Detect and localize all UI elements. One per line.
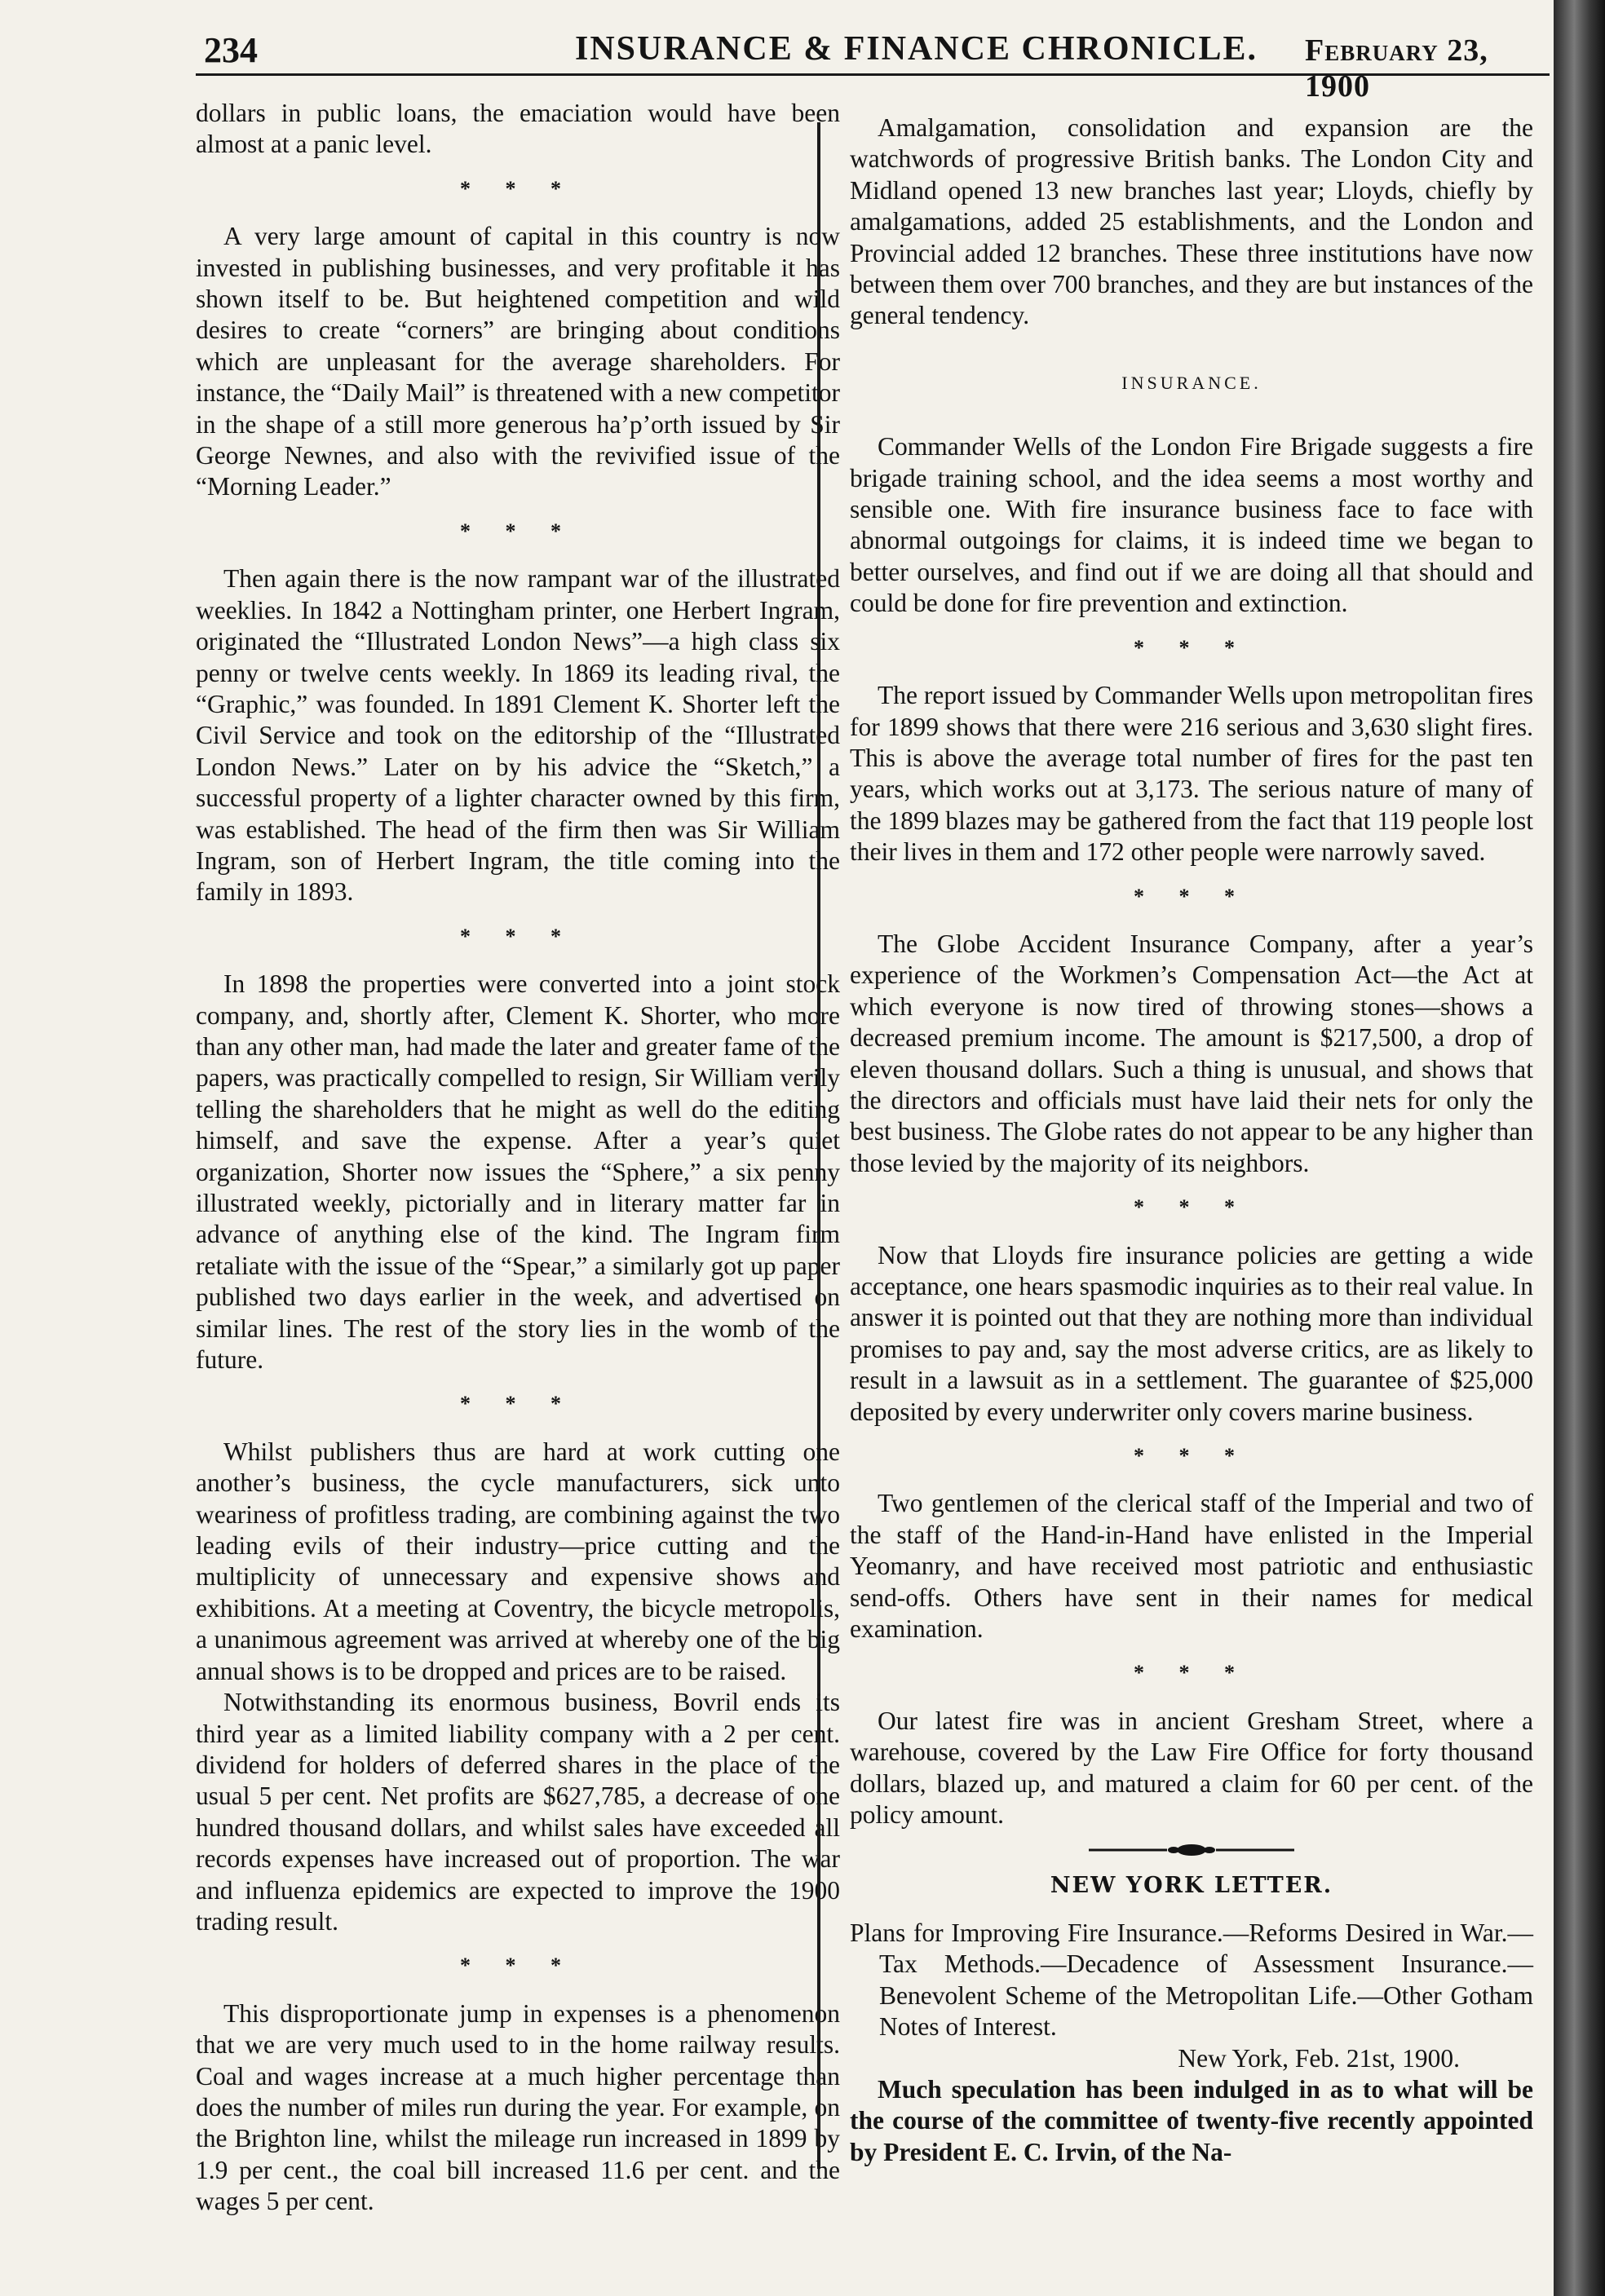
- journal-title: INSURANCE & FINANCE CHRONICLE.: [575, 30, 1258, 68]
- book-edge: [1554, 0, 1605, 2296]
- article-paragraph: The Globe Accident Insurance Company, after a year’s experience of the Workmen’s Compensation Act—the Act at which everyone is now tired of throwing stones—shows a decreased premium income. The amount is $217,500, a drop of eleven thousand dollars. Such a thing is unusual, and shows that the directors and officials must have laid their nets for only the best business. The Globe rates do not appear to be any higher than those levied by the majority of its neighbors.: [850, 929, 1533, 1177]
- insurance-heading: INSURANCE.: [1121, 372, 1262, 393]
- article-paragraph: Notwithstanding its enormous business, Bovril ends its third year as a limited liability company with a 2 per cent. dividend for holders of deferred shares in the place of the usual 5 per cent. Net profits are $627,785, a decrease of one hundred thousand dollars, and whilst sales have exceeded all records expenses have increased out of proportion. The war and influenza epidemics are expected to improve the 1900 trading result.: [196, 1688, 840, 1936]
- page-header: [0, 29, 1554, 104]
- section-separator: * * *: [460, 176, 576, 201]
- section-separator: * * *: [460, 519, 576, 543]
- article-paragraph: Our latest fire was in ancient Gresham Street, where a warehouse, covered by the Law Fire Office for forty thousand dollars, blazed up, and matured a claim for 60 per cent. of the policy amount.: [850, 1706, 1533, 1830]
- section-separator: * * *: [1134, 1444, 1249, 1468]
- section-separator: * * *: [460, 1392, 576, 1416]
- issue-date: February 23, 1900: [1305, 33, 1488, 104]
- article-paragraph: A very large amount of capital in this country is now invested in publishing businesses, and very profitable it has shown itself to be. But heightened competition and wild desires to create “corners” are bringing about conditions which are unpleasant for the average shareholders. For instance, the “Daily Mail” is threatened with a new competitor in the shape of a still more generous ha’p’orth issued by Sir George Newnes, and also with the revivified issue of the “Morning Leader.”: [196, 222, 840, 501]
- article-paragraph: dollars in public loans, the emaciation would have been almost at a panic level.: [196, 99, 840, 159]
- letter-subheads: Plans for Improving Fire Insurance.—Reforms Desired in War.—Tax Methods.—Decadence of Assessment Insurance.—Benevolent Scheme of the Metropolitan Life.—Other Gotham Notes of Interest.: [850, 1918, 1533, 2042]
- section-separator: * * *: [1134, 884, 1249, 908]
- letter-opening: Much speculation has been indulged in as to what will be the course of the committee of twenty-five recently appointed by President E. C. Irvin, of the Na-: [850, 2074, 1533, 2166]
- new-york-letter-heading: NEW YORK LETTER.: [1050, 1872, 1333, 1898]
- article-paragraph: In 1898 the properties were converted into a joint stock company, and, shortly after, Clement K. Shorter, who more than any other man, had made the later and greater fame of the papers, was practically compelled to resign, Sir William verily telling the shareholders that he might as well do the editing himself, and save the expense. After a year’s quiet organization, Shorter now issues the “Sphere,” a six penny illustrated weekly, pictorially and in literary matter far in advance of anything else of the kind. The Ingram firm retaliate with the issue of the “Spear,” a similarly got up paper published two days earlier in the week, and advertised on similar lines. The rest of the story lies in the womb of the future.: [196, 969, 840, 1375]
- header-rule: [196, 73, 1550, 76]
- article-paragraph: The report issued by Commander Wells upon metropolitan fires for 1899 shows that there were 216 serious and 3,630 slight fires. This is above the average total number of fires for the past ten years, which works out at 3,173. The serious nature of many of the 1899 blazes may be gathered from the fact that 119 people lost their lives in them and 172 other people were narrowly saved.: [850, 681, 1533, 867]
- section-separator: * * *: [1134, 1661, 1249, 1685]
- right-column: [850, 113, 1533, 2168]
- left-column: [196, 98, 840, 2218]
- article-paragraph: Commander Wells of the London Fire Brigade suggests a fire brigade training school, and the idea seems a most worthy and sensible one. With fire insurance business face to face with abnormal outgoings for claims, it is indeed time we began to better ourselves, and find out if we are doing all that should and could be done for fire prevention and extinction.: [850, 432, 1533, 618]
- section-separator: * * *: [460, 1954, 576, 1978]
- letter-dateline: New York, Feb. 21st, 1900.: [1178, 2043, 1460, 2073]
- section-separator: * * *: [1134, 1195, 1249, 1220]
- article-paragraph: Then again there is the now rampant war of the illustrated weeklies. In 1842 a Nottingham printer, one Herbert Ingram, originated the “Illustrated London News”—a high class six penny or twelve cents weekly. In 1869 its leading rival, the “Graphic,” was founded. In 1891 Clement K. Shorter left the Civil Service and took on the editorship of the “Illustrated London News.” Later on by his advice the “Sketch,” a successful property of a lighter character owned by this firm, was established. The head of the firm then was Sir William Ingram, son of Herbert Ingram, the title coming into the family in 1893.: [196, 564, 840, 907]
- section-separator: * * *: [460, 924, 576, 948]
- ornament-rule-icon: [1085, 1841, 1298, 1859]
- article-paragraph: This disproportionate jump in expenses is a phenomenon that we are very much used to in the home railway results. Coal and wages increase at a much higher percentage than does the number of miles run during the year. For example, on the Brighton line, whilst the mileage run increased in 1899 by 1.9 per cent., the coal bill increased 11.6 per cent. and the wages 5 per cent.: [196, 1998, 840, 2216]
- page-number: 234: [204, 30, 258, 70]
- article-paragraph: Whilst publishers thus are hard at work cutting one another’s business, the cycle manufacturers, sick unto weariness of profitless trading, are combining against the two leading evils of their industry—price cutting and the multiplicity of unnecessary and expensive shows and exhibitions. At a meeting at Coventry, the bicycle metropolis, a unanimous agreement was arrived at whereby one of the big annual shows is to be dropped and prices are to be raised.: [196, 1437, 840, 1685]
- section-separator: * * *: [1134, 635, 1249, 660]
- article-paragraph: Now that Lloyds fire insurance policies are getting a wide acceptance, one hears spasmodic inquiries as to their real value. In answer it is pointed out that they are nothing more than individual promises to pay and, say the most adverse critics, are as likely to result in a lawsuit as in a settlement. The guarantee of $25,000 deposited by every underwriter only covers marine business.: [850, 1240, 1533, 1426]
- article-paragraph: Two gentlemen of the clerical staff of the Imperial and two of the staff of the Hand-in-Hand have enlisted in the Imperial Yeomanry, and have received most patriotic and enthusiastic send-offs. Others have sent in their names for medical examination.: [850, 1489, 1533, 1644]
- article-paragraph: Amalgamation, consolidation and expansion are the watchwords of progressive British banks. The London City and Midland opened 13 new branches last year; Lloyds, chiefly by amalgamations, added 25 establishments, and the London and Provincial added 12 branches. These three institutions have now between them over 700 branches, and they are but instances of the general tendency.: [850, 113, 1533, 330]
